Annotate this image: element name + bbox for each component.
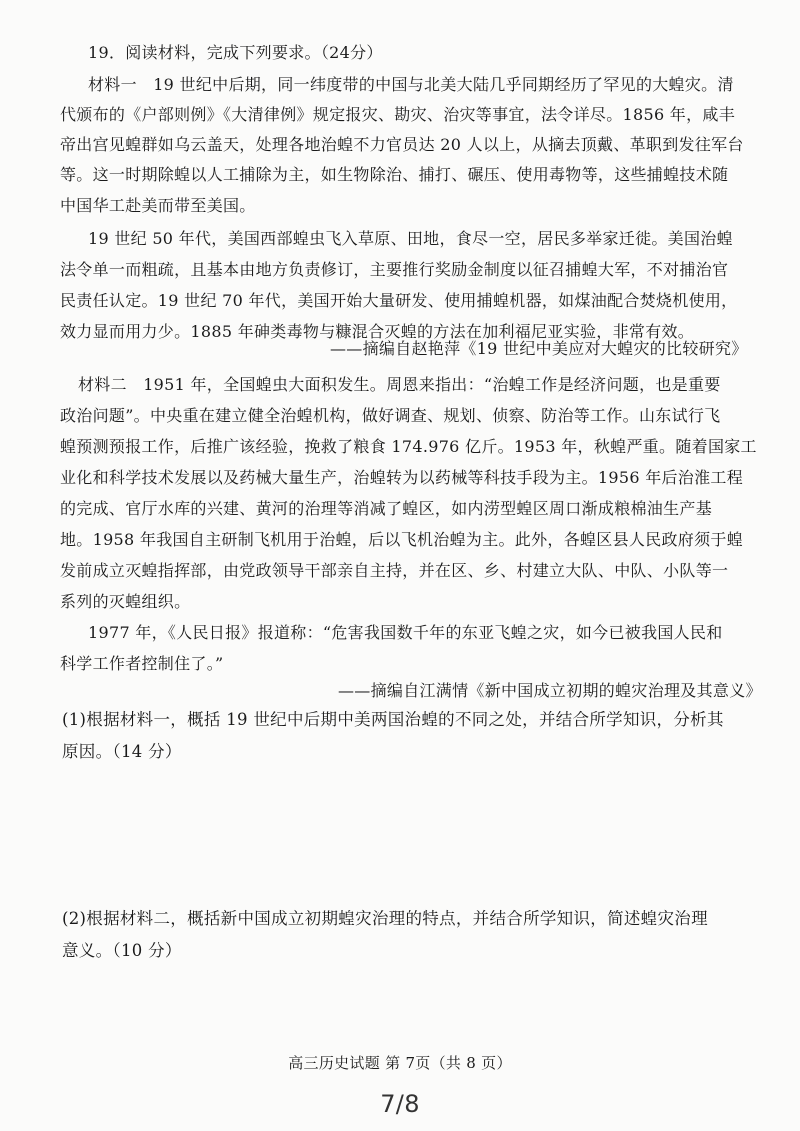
material-two-line: 材料二 1951 年，全国蝗虫大面积发生。周恩来指出：“治蝗工作是经济问题，也是重要 [78, 375, 721, 394]
sub-question-two-line: (2)根据材料二，概括新中国成立初期蝗灾治理的特点，并结合所学知识，简述蝗灾治理 [62, 909, 708, 928]
material-two-line: 业化和科学技术发展以及药械大量生产，治蝗转为以药械等科技手段为主。1956 年后治淮工程 [60, 468, 744, 487]
material-one-line: 法令单一而粗疏，且基本由地方负责修订，主要推行奖励金制度以征召捕蝗大军，不对捕治官 [60, 260, 729, 279]
material-one-line: 帝出宫见蝗群如乌云盖天，处理各地治蝗不力官员达 20 人以上，从摘去顶戴、革职到发往军台 [60, 135, 744, 154]
page-indicator: 7/8 [380, 1090, 420, 1118]
material-two-line: 蝗预测预报工作，后推广该经验，挽救了粮食 174.976 亿斤。1953 年，秋蝗严重。随着国家工 [60, 437, 757, 456]
material-one-line: 19 世纪 50 年代，美国西部蝗虫飞入草原、田地，食尽一空，居民多举家迁徙。美国治蝗 [88, 229, 733, 248]
sub-question-one-line: (1)根据材料一，概括 19 世纪中后期中美两国治蝗的不同之处，并结合所学知识，分析其 [62, 710, 724, 729]
question-title: 19．阅读材料，完成下列要求。（24分） [88, 43, 383, 62]
material-two-line: 政治问题”。中央重在建立健全治蝗机构，做好调查、规划、侦察、防治等工作。山东试行飞 [60, 406, 721, 425]
answer-area-one[interactable] [60, 770, 750, 890]
sub-question-one-line: 原因。（14 分） [62, 742, 182, 761]
material-two-line: 发前成立灭蝗指挥部，由党政领导干部亲自主持，并在区、乡、村建立大队、中队、小队等一 [60, 561, 729, 580]
sub-question-two-line: 意义。（10 分） [62, 941, 182, 960]
material-two-line: 地。1958 年我国自主研制飞机用于治蝗，后以飞机治蝗为主。此外，各蝗区县人民政府须于蝗 [60, 530, 744, 549]
material-two-line: 系列的灭蝗组织。 [60, 592, 191, 611]
page-footer: 高三历史试题 第 7页（共 8 页） [288, 1054, 512, 1072]
material-two-line: 科学工作者控制住了。” [60, 654, 224, 673]
material-two-line: 的完成、官厅水库的兴建、黄河的治理等消减了蝗区，如内涝型蝗区周口渐成粮棉油生产基 [60, 499, 713, 518]
material-two-source: ——摘编自江满情《新中国成立初期的蝗灾治理及其意义》 [338, 681, 762, 700]
material-one-line: 等。这一时期除蝗以人工捕除为主，如生物除治、捕打、碾压、使用毒物等，这些捕蝗技术随 [60, 165, 729, 184]
material-one-line: 效力显而用力少。1885 年砷类毒物与糠混合灭蝗的方法在加利福尼亚实验，非常有效。 [60, 322, 695, 341]
answer-area-two[interactable] [60, 970, 750, 1040]
material-one-line: 民责任认定。19 世纪 70 年代，美国开始大量研发、使用捕蝗机器，如煤油配合焚烧机使用， [60, 291, 738, 310]
material-one-line: 中国华工赴美而带至美国。 [60, 196, 256, 215]
material-one-line: 材料一 19 世纪中后期，同一纬度带的中国与北美大陆几乎同期经历了罕见的大蝗灾。清 [88, 75, 734, 94]
material-one-source: ——摘编自赵艳萍《19 世纪中美应对大蝗灾的比较研究》 [330, 339, 748, 358]
material-two-line: 1977 年，《人民日报》报道称：“危害我国数千年的东亚飞蝗之灾，如今已被我国人民和 [88, 623, 723, 642]
material-one-line: 代颁布的《户部则例》《大清律例》规定报灾、勘灾、治灾等事宜，法令详尽。1856 年，咸丰 [60, 105, 736, 124]
